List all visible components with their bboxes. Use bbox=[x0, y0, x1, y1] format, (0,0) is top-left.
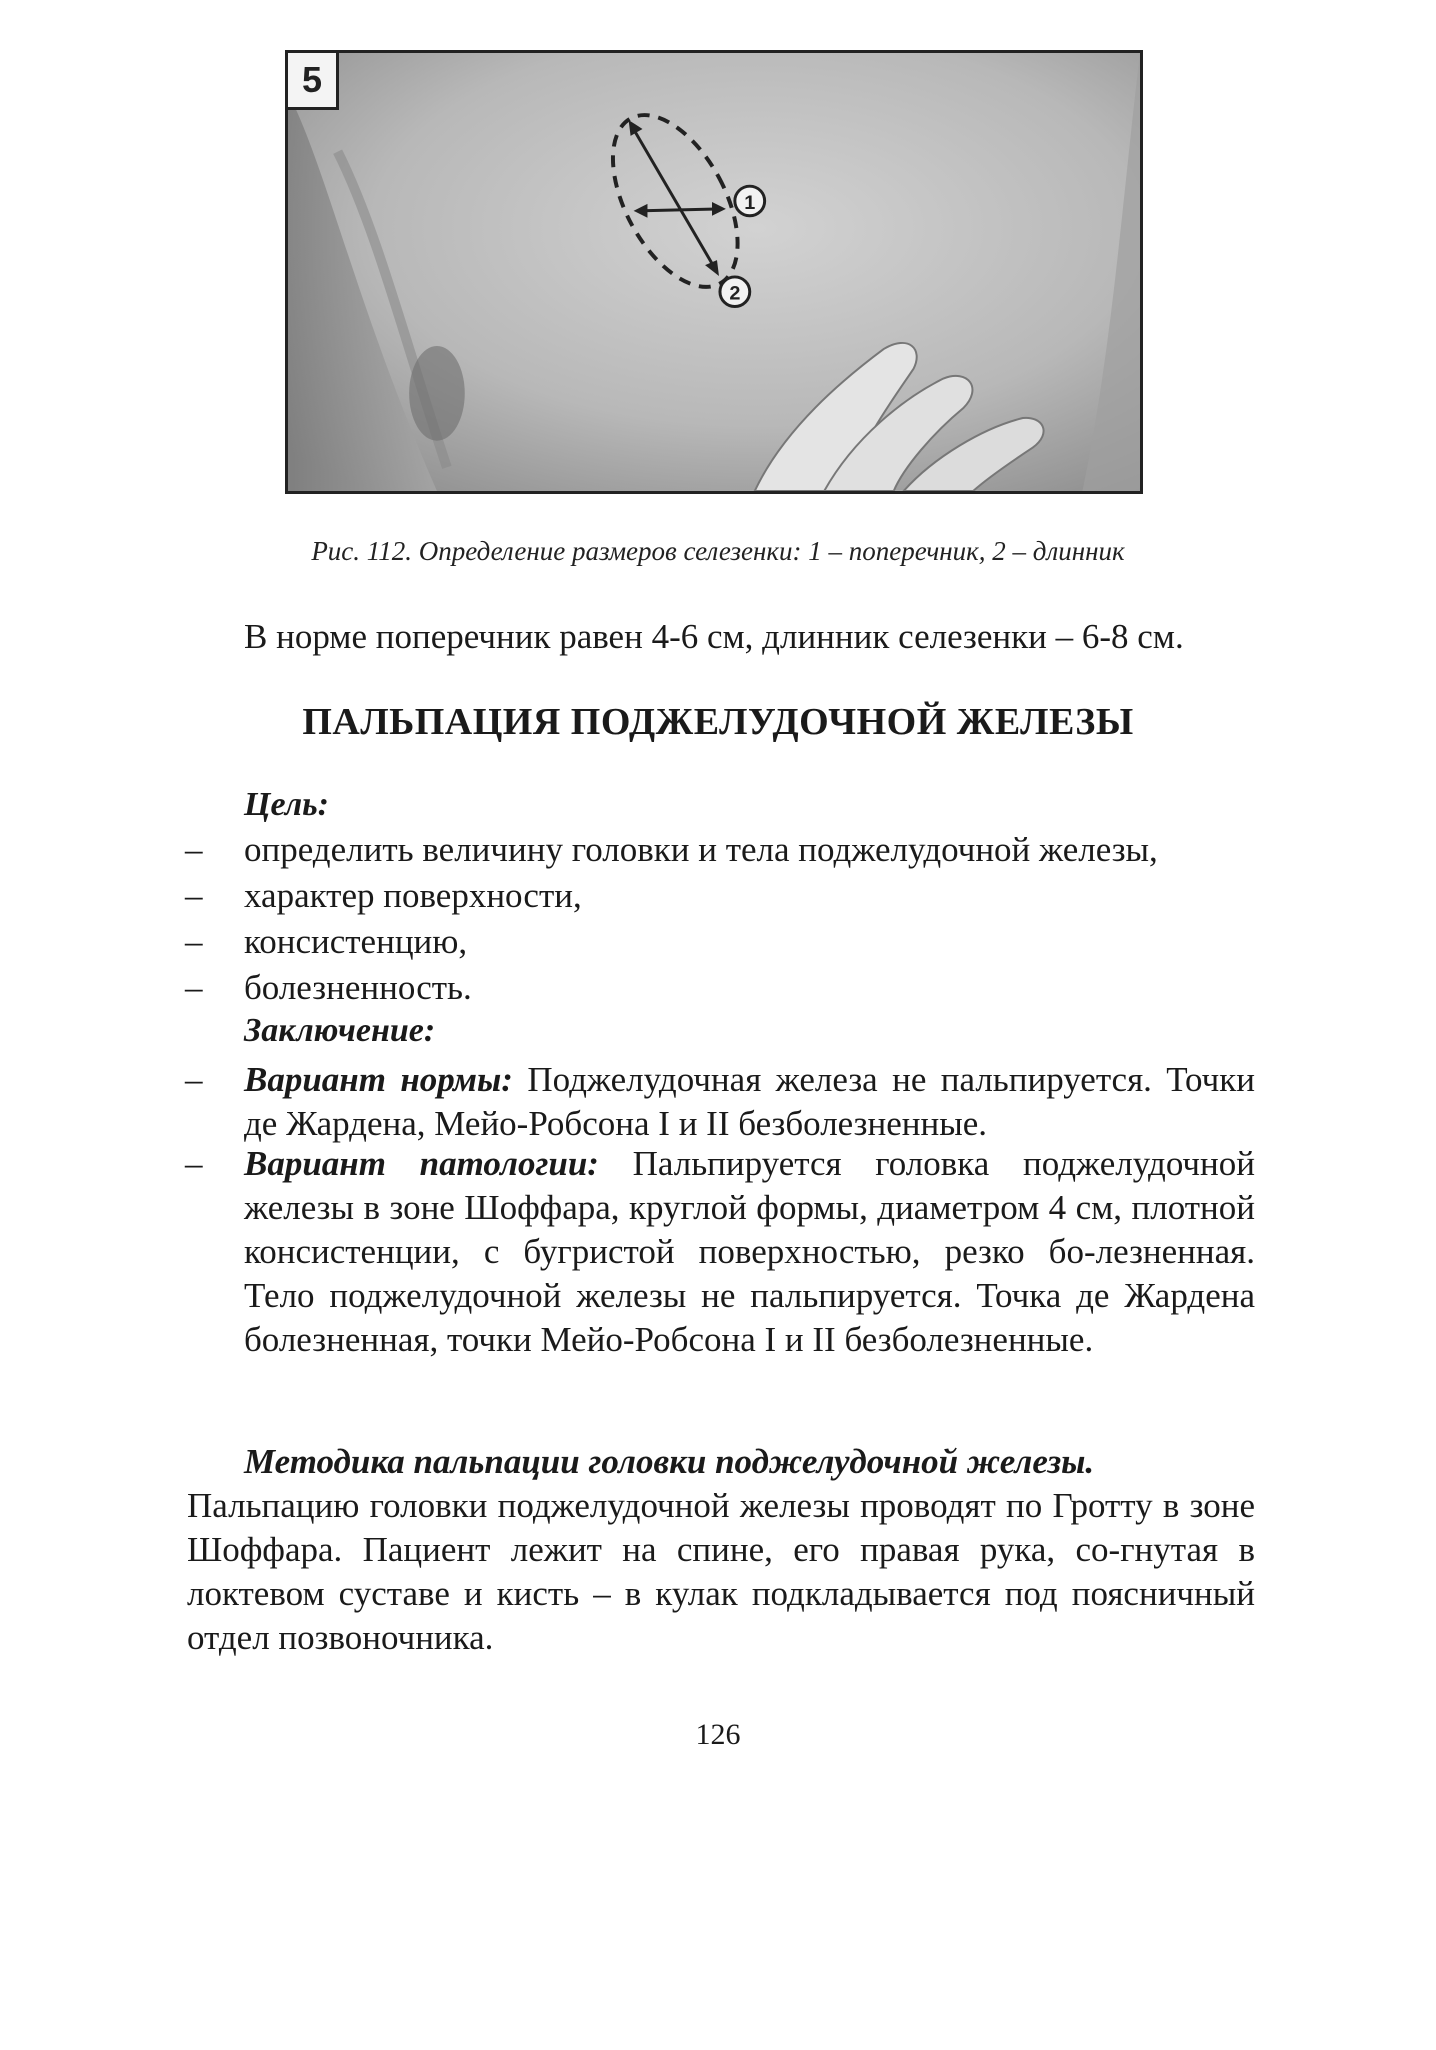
figure-illustration bbox=[288, 53, 1140, 491]
conclusion-label: Заключение: bbox=[244, 1012, 436, 1049]
method-text: Пальпацию головки поджелудочной железы проводят по Гротту в зоне Шоффара. Пациент лежит на спине, его правая рука, со-гнутая в локтевом суставе и кисть – в кулак подкладывается под поясничный отдел позвоночника. bbox=[187, 1486, 1255, 1657]
figure-caption: Рис. 112. Определение размеров селезенки: 1 – поперечник, 2 – длинник bbox=[311, 536, 1125, 566]
goal-label: Цель: bbox=[244, 786, 329, 823]
pathology-variant-label: Вариант патологии: bbox=[244, 1144, 599, 1183]
norm-variant-label: Вариант нормы: bbox=[244, 1060, 513, 1099]
list-item-text: характер поверхности, bbox=[244, 876, 582, 915]
conclusion-norm-text bbox=[244, 1058, 1255, 1146]
norm-paragraph: В норме поперечник равен 4-6 см, длинник селезенки – 6-8 см. bbox=[244, 617, 1184, 656]
section-title: ПАЛЬПАЦИЯ ПОДЖЕЛУДОЧНОЙ ЖЕЛЕЗЫ bbox=[302, 701, 1134, 743]
figure-number-badge: 5 bbox=[288, 53, 339, 110]
list-dash: – bbox=[185, 830, 203, 869]
list-dash: – bbox=[185, 876, 203, 915]
pathology-variant-text: Пальпируется головка поджелудочной железы в зоне Шоффара, круглой формы, диаметром 4 см, плотной консистенции, с бугристой поверхностью, резко бо-лезненная. Тело поджелудочной железы не пальпируется. Точка де Жардена болезненная, точки Мейо-Робсона I и II безболезненные. bbox=[244, 1144, 1255, 1359]
list-dash: – bbox=[185, 1060, 203, 1099]
marker-2-label: 2 bbox=[729, 282, 741, 305]
method-heading: Методика пальпации головки поджелудочной железы. bbox=[244, 1442, 1095, 1481]
page-number: 126 bbox=[695, 1718, 741, 1751]
list-dash: – bbox=[185, 968, 203, 1007]
spleen-figure bbox=[285, 50, 1143, 494]
list-dash: – bbox=[185, 922, 203, 961]
list-dash: – bbox=[185, 1144, 203, 1183]
marker-1-label: 1 bbox=[744, 191, 756, 214]
list-item-text: консистенцию, bbox=[244, 922, 468, 961]
method-paragraph bbox=[187, 1440, 1255, 1660]
norm-variant-text: Поджелудочная железа не пальпируется. Точки де Жардена, Мейо-Робсона I и II безболезненные. bbox=[244, 1060, 1255, 1143]
list-item-text: определить величину головки и тела поджелудочной железы, bbox=[244, 830, 1158, 869]
conclusion-pathology-text bbox=[244, 1142, 1255, 1362]
list-item-text: болезненность. bbox=[244, 968, 472, 1007]
